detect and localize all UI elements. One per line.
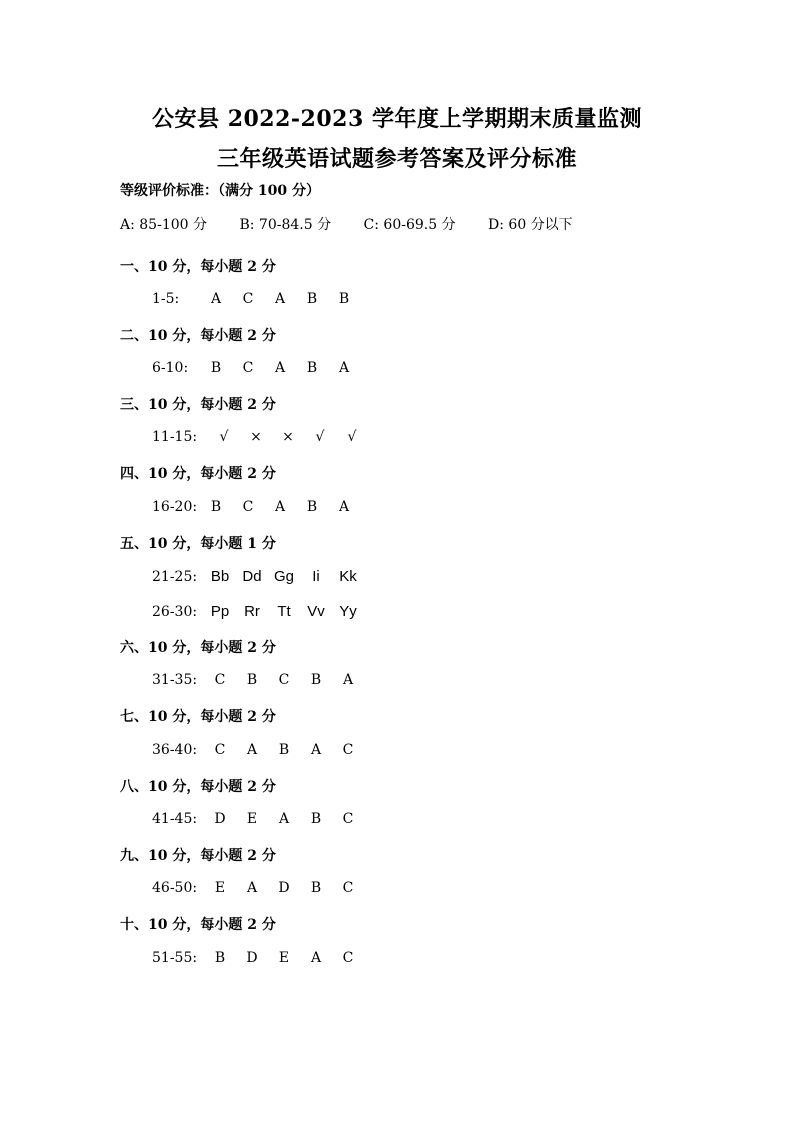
answer-row: [152, 603, 364, 620]
answer: B: [214, 950, 226, 966]
answer: B: [338, 291, 350, 307]
answer: Yy: [339, 603, 357, 620]
section-heading: 六、10 分，每小题 2 分: [120, 640, 276, 656]
answer: B: [306, 291, 318, 307]
answer-row: [152, 672, 364, 688]
answer: B: [310, 672, 322, 688]
answer: Dd: [242, 568, 262, 585]
question-range: 36-40:: [152, 742, 198, 758]
answer: E: [278, 950, 290, 966]
section-heading: 二、10 分，每小题 2 分: [120, 328, 276, 344]
answer-row: [152, 811, 364, 827]
question-range: 26-30:: [152, 604, 198, 620]
answer: ×: [250, 429, 262, 445]
question-range: 21-25:: [152, 569, 198, 585]
answer: B: [310, 811, 322, 827]
document-subtitle: 三年级英语试题参考答案及评分标准: [216, 146, 577, 172]
question-range: 6-10:: [152, 360, 189, 376]
answer: C: [342, 880, 354, 896]
answer: A: [274, 499, 286, 515]
grading-levels: [120, 214, 601, 234]
section-heading: 九、10 分，每小题 2 分: [120, 848, 276, 864]
answer: B: [278, 742, 290, 758]
answer: B: [306, 360, 318, 376]
answer: C: [242, 360, 254, 376]
question-range: 46-50:: [152, 880, 198, 896]
answer: C: [342, 811, 354, 827]
answer: A: [310, 950, 322, 966]
answer: Bb: [210, 568, 230, 585]
answer-row: [152, 499, 360, 515]
answer: Ii: [312, 568, 320, 585]
question-range: 1-5:: [152, 291, 180, 307]
answer: C: [342, 950, 354, 966]
section-heading: 七、10 分，每小题 2 分: [120, 709, 276, 725]
answer: B: [210, 499, 222, 515]
grade-level-b: B: 70-84.5 分: [239, 217, 332, 233]
question-range: 16-20:: [152, 499, 198, 515]
answer: √: [315, 429, 325, 445]
answer: D: [214, 811, 226, 827]
answer: A: [246, 742, 258, 758]
answer: Pp: [210, 603, 230, 620]
answer: E: [214, 880, 226, 896]
answer-row: [152, 429, 368, 445]
answer: C: [278, 672, 290, 688]
section-heading: 八、10 分，每小题 2 分: [120, 779, 276, 795]
answer: A: [310, 742, 322, 758]
answer: C: [342, 742, 354, 758]
answer: Tt: [277, 603, 291, 620]
answer: A: [338, 499, 350, 515]
answer: A: [274, 360, 286, 376]
answer: A: [210, 291, 222, 307]
answer: √: [347, 429, 357, 445]
answer: C: [214, 672, 226, 688]
grading-heading: 等级评价标准：（满分 100 分）: [120, 183, 320, 199]
answer: E: [246, 811, 258, 827]
answer: D: [246, 950, 258, 966]
answer-row: [152, 360, 360, 376]
answer: Gg: [273, 568, 294, 585]
answer: B: [310, 880, 322, 896]
question-range: 51-55:: [152, 950, 198, 966]
question-range: 11-15:: [152, 429, 198, 445]
answer: D: [278, 880, 290, 896]
answer: A: [342, 672, 354, 688]
answer: B: [306, 499, 318, 515]
answer-row: [152, 950, 364, 966]
grade-level-a: A: 85-100 分: [120, 217, 207, 233]
answer: A: [278, 811, 290, 827]
answer: √: [219, 429, 229, 445]
answer-row: [152, 568, 364, 585]
answer-row: [152, 291, 360, 307]
answer: A: [338, 360, 350, 376]
document-title: 公安县 2022-2023 学年度上学期期末质量监测: [152, 106, 642, 132]
section-heading: 一、10 分，每小题 2 分: [120, 259, 276, 275]
section-heading: 十、10 分，每小题 2 分: [120, 917, 276, 933]
answer: A: [274, 291, 286, 307]
grade-level-d: D: 60 分以下: [488, 217, 573, 233]
answer: C: [242, 291, 254, 307]
answer: B: [210, 360, 222, 376]
answer: C: [242, 499, 254, 515]
section-heading: 三、10 分，每小题 2 分: [120, 397, 276, 413]
grade-level-c: C: 60-69.5 分: [363, 217, 456, 233]
answer: Rr: [244, 603, 260, 620]
answer: A: [246, 880, 258, 896]
answer-row: [152, 880, 364, 896]
question-range: 31-35:: [152, 672, 198, 688]
answer: Kk: [339, 568, 357, 585]
answer: C: [214, 742, 226, 758]
section-heading: 五、10 分，每小题 1 分: [120, 536, 276, 552]
question-range: 41-45:: [152, 811, 198, 827]
answer: B: [246, 672, 258, 688]
answer: ×: [282, 429, 294, 445]
section-heading: 四、10 分，每小题 2 分: [120, 466, 276, 482]
answer: Vv: [307, 603, 325, 620]
answer-row: [152, 742, 364, 758]
